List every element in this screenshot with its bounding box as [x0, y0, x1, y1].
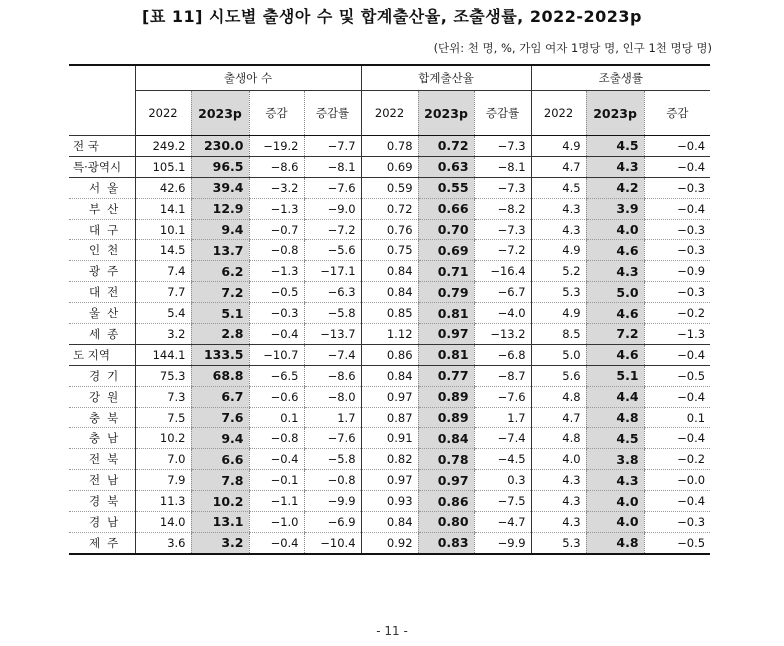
cell-tfr-2023p: 0.72 [418, 136, 474, 157]
cell-tfr-rate: −4.5 [474, 449, 531, 470]
cell-cbr-2023p: 4.5 [586, 428, 644, 449]
header-tfr-rate: 증감률 [474, 91, 531, 136]
row-label: 제주 [69, 532, 135, 553]
cell-births-change: −1.3 [249, 261, 304, 282]
cell-births-2023p: 3.2 [191, 532, 249, 553]
header-tfr-2022: 2022 [361, 91, 418, 136]
row-label: 강원 [69, 386, 135, 407]
cell-tfr-2022: 0.87 [361, 407, 418, 428]
cell-cbr-change: −0.4 [644, 386, 710, 407]
unit-note: (단위: 천 명, %, 가임 여자 1명당 명, 인구 1천 명당 명) [433, 41, 712, 55]
cell-births-2023p: 6.6 [191, 449, 249, 470]
cell-births-2022: 14.0 [135, 512, 191, 533]
cell-births-2022: 7.9 [135, 470, 191, 491]
cell-cbr-2023p: 4.0 [586, 491, 644, 512]
table-row [69, 240, 710, 261]
cell-tfr-2022: 0.84 [361, 261, 418, 282]
cell-cbr-2022: 5.3 [531, 532, 586, 553]
cell-births-change: −1.1 [249, 491, 304, 512]
cell-births-rate: −7.7 [304, 136, 361, 157]
cell-tfr-2023p: 0.55 [418, 177, 474, 198]
cell-tfr-2022: 0.75 [361, 240, 418, 261]
table-row [69, 324, 710, 345]
cell-cbr-2022: 4.9 [531, 240, 586, 261]
cell-cbr-2023p: 5.1 [586, 365, 644, 386]
cell-births-2022: 7.4 [135, 261, 191, 282]
page-number: - 11 - [376, 624, 408, 638]
cell-tfr-2023p: 0.86 [418, 491, 474, 512]
table-row [69, 219, 710, 240]
table-row [69, 470, 710, 491]
cell-cbr-change: −0.3 [644, 240, 710, 261]
cell-tfr-2022: 0.76 [361, 219, 418, 240]
cell-cbr-change: −1.3 [644, 324, 710, 345]
cell-tfr-2022: 0.97 [361, 386, 418, 407]
cell-cbr-2023p: 4.0 [586, 512, 644, 533]
cell-tfr-2022: 0.69 [361, 156, 418, 177]
cell-births-2022: 3.6 [135, 532, 191, 553]
cell-tfr-2022: 0.85 [361, 303, 418, 324]
cell-births-2022: 3.2 [135, 324, 191, 345]
cell-births-2022: 75.3 [135, 365, 191, 386]
cell-births-change: −0.1 [249, 470, 304, 491]
header-births-2023p: 2023p [191, 91, 249, 136]
cell-tfr-rate: −8.1 [474, 156, 531, 177]
cell-births-2023p: 9.4 [191, 428, 249, 449]
cell-births-2023p: 2.8 [191, 324, 249, 345]
header-cbr-change: 증감 [644, 91, 710, 136]
table-row [69, 512, 710, 533]
header-births-rate: 증감률 [304, 91, 361, 136]
cell-cbr-change: −0.4 [644, 344, 710, 365]
row-label: 인천 [69, 240, 135, 261]
cell-tfr-2023p: 0.81 [418, 344, 474, 365]
cell-births-rate: −8.1 [304, 156, 361, 177]
cell-births-2022: 5.4 [135, 303, 191, 324]
cell-cbr-2022: 4.7 [531, 156, 586, 177]
row-label: 서울 [69, 177, 135, 198]
cell-births-2022: 10.2 [135, 428, 191, 449]
cell-cbr-2023p: 4.8 [586, 407, 644, 428]
cell-cbr-2022: 4.8 [531, 428, 586, 449]
cell-births-change: −0.7 [249, 219, 304, 240]
cell-tfr-2022: 0.93 [361, 491, 418, 512]
cell-births-rate: −5.8 [304, 449, 361, 470]
cell-cbr-2022: 4.3 [531, 491, 586, 512]
cell-births-rate: −6.3 [304, 282, 361, 303]
cell-tfr-2023p: 0.77 [418, 365, 474, 386]
cell-tfr-2023p: 0.79 [418, 282, 474, 303]
cell-tfr-rate: −13.2 [474, 324, 531, 345]
cell-tfr-2022: 0.84 [361, 512, 418, 533]
cell-cbr-2022: 4.3 [531, 219, 586, 240]
cell-births-rate: −9.9 [304, 491, 361, 512]
table-row [69, 136, 710, 157]
header-row-years [69, 91, 710, 136]
cell-tfr-2023p: 0.84 [418, 428, 474, 449]
cell-births-change: −1.0 [249, 512, 304, 533]
cell-cbr-2023p: 4.3 [586, 156, 644, 177]
row-label: 특·광역시 [69, 156, 135, 177]
cell-births-change: −8.6 [249, 156, 304, 177]
cell-births-change: −0.6 [249, 386, 304, 407]
cell-tfr-2022: 0.78 [361, 136, 418, 157]
cell-births-change: −1.3 [249, 198, 304, 219]
cell-cbr-2023p: 4.3 [586, 470, 644, 491]
cell-cbr-2023p: 7.2 [586, 324, 644, 345]
cell-births-change: −0.4 [249, 324, 304, 345]
table-row [69, 156, 710, 177]
cell-tfr-rate: 0.3 [474, 470, 531, 491]
cell-cbr-change: −0.5 [644, 365, 710, 386]
cell-tfr-rate: −8.2 [474, 198, 531, 219]
cell-births-change: −6.5 [249, 365, 304, 386]
cell-births-2023p: 12.9 [191, 198, 249, 219]
cell-births-2023p: 7.2 [191, 282, 249, 303]
header-group-cbr: 조출생률 [531, 65, 710, 91]
cell-tfr-rate: 1.7 [474, 407, 531, 428]
cell-tfr-2022: 0.59 [361, 177, 418, 198]
cell-births-rate: −8.6 [304, 365, 361, 386]
cell-births-rate: −10.4 [304, 532, 361, 553]
row-label: 대전 [69, 282, 135, 303]
cell-births-2023p: 5.1 [191, 303, 249, 324]
cell-births-2023p: 13.1 [191, 512, 249, 533]
cell-tfr-2023p: 0.80 [418, 512, 474, 533]
row-label: 전남 [69, 470, 135, 491]
cell-cbr-2022: 5.2 [531, 261, 586, 282]
table-title: [표 11] 시도별 출생아 수 및 합계출산율, 조출생률, 2022-2023p [142, 7, 642, 26]
cell-cbr-change: −0.4 [644, 428, 710, 449]
row-label: 대구 [69, 219, 135, 240]
cell-tfr-rate: −6.7 [474, 282, 531, 303]
cell-tfr-2022: 0.91 [361, 428, 418, 449]
table-row [69, 344, 710, 365]
table-row [69, 428, 710, 449]
cell-cbr-change: −0.3 [644, 219, 710, 240]
header-group-tfr: 합계출산율 [361, 65, 531, 91]
cell-births-change: 0.1 [249, 407, 304, 428]
cell-births-change: −0.4 [249, 449, 304, 470]
cell-births-2023p: 230.0 [191, 136, 249, 157]
cell-births-rate: 1.7 [304, 407, 361, 428]
table-row [69, 282, 710, 303]
cell-cbr-change: −0.3 [644, 177, 710, 198]
cell-cbr-2022: 4.5 [531, 177, 586, 198]
table-row [69, 303, 710, 324]
cell-tfr-rate: −7.5 [474, 491, 531, 512]
cell-tfr-2022: 0.82 [361, 449, 418, 470]
cell-births-rate: −9.0 [304, 198, 361, 219]
cell-cbr-2023p: 4.6 [586, 240, 644, 261]
row-label: 부산 [69, 198, 135, 219]
cell-cbr-change: −0.4 [644, 136, 710, 157]
cell-births-2022: 7.3 [135, 386, 191, 407]
row-label: 경남 [69, 512, 135, 533]
cell-cbr-change: −0.2 [644, 449, 710, 470]
row-label: 울산 [69, 303, 135, 324]
cell-cbr-2022: 8.5 [531, 324, 586, 345]
cell-cbr-2022: 4.3 [531, 198, 586, 219]
header-cbr-2022: 2022 [531, 91, 586, 136]
cell-births-2022: 14.5 [135, 240, 191, 261]
cell-cbr-2022: 4.0 [531, 449, 586, 470]
cell-births-2023p: 6.2 [191, 261, 249, 282]
cell-births-rate: −13.7 [304, 324, 361, 345]
cell-tfr-rate: −7.3 [474, 136, 531, 157]
cell-cbr-change: −0.5 [644, 532, 710, 553]
header-tfr-2023p: 2023p [418, 91, 474, 136]
table-row [69, 449, 710, 470]
cell-cbr-2022: 5.3 [531, 282, 586, 303]
cell-cbr-2023p: 3.9 [586, 198, 644, 219]
cell-births-change: −3.2 [249, 177, 304, 198]
table-row [69, 532, 710, 553]
cell-births-rate: −0.8 [304, 470, 361, 491]
cell-tfr-2023p: 0.69 [418, 240, 474, 261]
header-row-groups [69, 65, 710, 91]
cell-tfr-rate: −4.7 [474, 512, 531, 533]
cell-births-change: −0.8 [249, 240, 304, 261]
cell-births-2022: 10.1 [135, 219, 191, 240]
cell-tfr-2023p: 0.70 [418, 219, 474, 240]
cell-births-rate: −7.4 [304, 344, 361, 365]
cell-cbr-change: −0.4 [644, 156, 710, 177]
cell-tfr-2022: 0.72 [361, 198, 418, 219]
cell-births-2022: 249.2 [135, 136, 191, 157]
table-row [69, 365, 710, 386]
cell-cbr-2023p: 4.2 [586, 177, 644, 198]
cell-births-change: −19.2 [249, 136, 304, 157]
cell-tfr-rate: −7.6 [474, 386, 531, 407]
cell-cbr-change: −0.0 [644, 470, 710, 491]
cell-tfr-2023p: 0.81 [418, 303, 474, 324]
cell-tfr-2023p: 0.97 [418, 324, 474, 345]
cell-tfr-2023p: 0.97 [418, 470, 474, 491]
cell-births-2023p: 7.8 [191, 470, 249, 491]
cell-cbr-2023p: 3.8 [586, 449, 644, 470]
cell-births-2023p: 133.5 [191, 344, 249, 365]
cell-births-rate: −17.1 [304, 261, 361, 282]
cell-tfr-2022: 0.97 [361, 470, 418, 491]
cell-births-2023p: 10.2 [191, 491, 249, 512]
cell-cbr-2023p: 5.0 [586, 282, 644, 303]
cell-cbr-2022: 4.3 [531, 470, 586, 491]
cell-cbr-change: 0.1 [644, 407, 710, 428]
cell-tfr-rate: −8.7 [474, 365, 531, 386]
row-label: 경북 [69, 491, 135, 512]
cell-cbr-2023p: 4.6 [586, 303, 644, 324]
cell-cbr-2022: 4.7 [531, 407, 586, 428]
cell-cbr-2022: 4.9 [531, 303, 586, 324]
row-label: 경기 [69, 365, 135, 386]
cell-births-2022: 7.0 [135, 449, 191, 470]
cell-tfr-2022: 0.92 [361, 532, 418, 553]
table-row [69, 261, 710, 282]
cell-births-rate: −8.0 [304, 386, 361, 407]
cell-tfr-2022: 0.84 [361, 365, 418, 386]
cell-tfr-rate: −9.9 [474, 532, 531, 553]
cell-births-2022: 42.6 [135, 177, 191, 198]
cell-births-2023p: 96.5 [191, 156, 249, 177]
row-label: 충북 [69, 407, 135, 428]
cell-births-rate: −7.6 [304, 428, 361, 449]
header-births-2022: 2022 [135, 91, 191, 136]
table-row [69, 198, 710, 219]
table-row [69, 407, 710, 428]
cell-tfr-2022: 1.12 [361, 324, 418, 345]
cell-cbr-2023p: 4.3 [586, 261, 644, 282]
cell-tfr-2023p: 0.66 [418, 198, 474, 219]
cell-cbr-change: −0.4 [644, 491, 710, 512]
cell-births-change: −0.5 [249, 282, 304, 303]
cell-cbr-2022: 5.0 [531, 344, 586, 365]
row-label: 세종 [69, 324, 135, 345]
cell-births-2023p: 6.7 [191, 386, 249, 407]
row-label: 전북 [69, 449, 135, 470]
cell-cbr-2023p: 4.5 [586, 136, 644, 157]
cell-cbr-change: −0.3 [644, 512, 710, 533]
cell-births-2022: 105.1 [135, 156, 191, 177]
cell-births-2022: 7.5 [135, 407, 191, 428]
header-region [69, 65, 135, 136]
cell-cbr-2023p: 4.6 [586, 344, 644, 365]
cell-tfr-2023p: 0.83 [418, 532, 474, 553]
row-label: 광주 [69, 261, 135, 282]
cell-births-rate: −7.6 [304, 177, 361, 198]
table-row [69, 491, 710, 512]
cell-births-2023p: 13.7 [191, 240, 249, 261]
cell-cbr-2022: 5.6 [531, 365, 586, 386]
cell-births-change: −0.4 [249, 532, 304, 553]
cell-tfr-rate: −7.4 [474, 428, 531, 449]
cell-cbr-2023p: 4.4 [586, 386, 644, 407]
cell-tfr-2023p: 0.78 [418, 449, 474, 470]
cell-tfr-rate: −7.3 [474, 219, 531, 240]
cell-tfr-2023p: 0.63 [418, 156, 474, 177]
cell-tfr-rate: −4.0 [474, 303, 531, 324]
cell-births-rate: −7.2 [304, 219, 361, 240]
cell-births-2023p: 7.6 [191, 407, 249, 428]
cell-births-2023p: 9.4 [191, 219, 249, 240]
header-births-change: 증감 [249, 91, 304, 136]
cell-tfr-rate: −7.3 [474, 177, 531, 198]
cell-births-2023p: 39.4 [191, 177, 249, 198]
cell-tfr-2022: 0.84 [361, 282, 418, 303]
cell-births-2022: 7.7 [135, 282, 191, 303]
cell-births-rate: −5.8 [304, 303, 361, 324]
cell-tfr-2023p: 0.89 [418, 407, 474, 428]
cell-cbr-change: −0.3 [644, 282, 710, 303]
cell-tfr-2022: 0.86 [361, 344, 418, 365]
cell-cbr-change: −0.4 [644, 198, 710, 219]
cell-tfr-rate: −16.4 [474, 261, 531, 282]
cell-tfr-2023p: 0.89 [418, 386, 474, 407]
table-row [69, 177, 710, 198]
cell-births-change: −0.8 [249, 428, 304, 449]
cell-cbr-2023p: 4.0 [586, 219, 644, 240]
cell-births-change: −0.3 [249, 303, 304, 324]
cell-births-rate: −5.6 [304, 240, 361, 261]
cell-cbr-2022: 4.9 [531, 136, 586, 157]
cell-cbr-2022: 4.8 [531, 386, 586, 407]
cell-births-2022: 11.3 [135, 491, 191, 512]
birth-statistics-table [69, 64, 710, 555]
cell-births-2023p: 68.8 [191, 365, 249, 386]
table-row [69, 386, 710, 407]
row-label: 전 국 [69, 136, 135, 157]
cell-births-2022: 14.1 [135, 198, 191, 219]
cell-cbr-change: −0.2 [644, 303, 710, 324]
header-cbr-2023p: 2023p [586, 91, 644, 136]
cell-cbr-change: −0.9 [644, 261, 710, 282]
table-body [69, 136, 710, 554]
header-group-births: 출생아 수 [135, 65, 361, 91]
cell-cbr-2022: 4.3 [531, 512, 586, 533]
cell-births-rate: −6.9 [304, 512, 361, 533]
cell-tfr-2023p: 0.71 [418, 261, 474, 282]
cell-cbr-2023p: 4.8 [586, 532, 644, 553]
cell-births-2022: 144.1 [135, 344, 191, 365]
cell-tfr-rate: −7.2 [474, 240, 531, 261]
cell-tfr-rate: −6.8 [474, 344, 531, 365]
row-label: 도 지역 [69, 344, 135, 365]
cell-births-change: −10.7 [249, 344, 304, 365]
row-label: 충남 [69, 428, 135, 449]
